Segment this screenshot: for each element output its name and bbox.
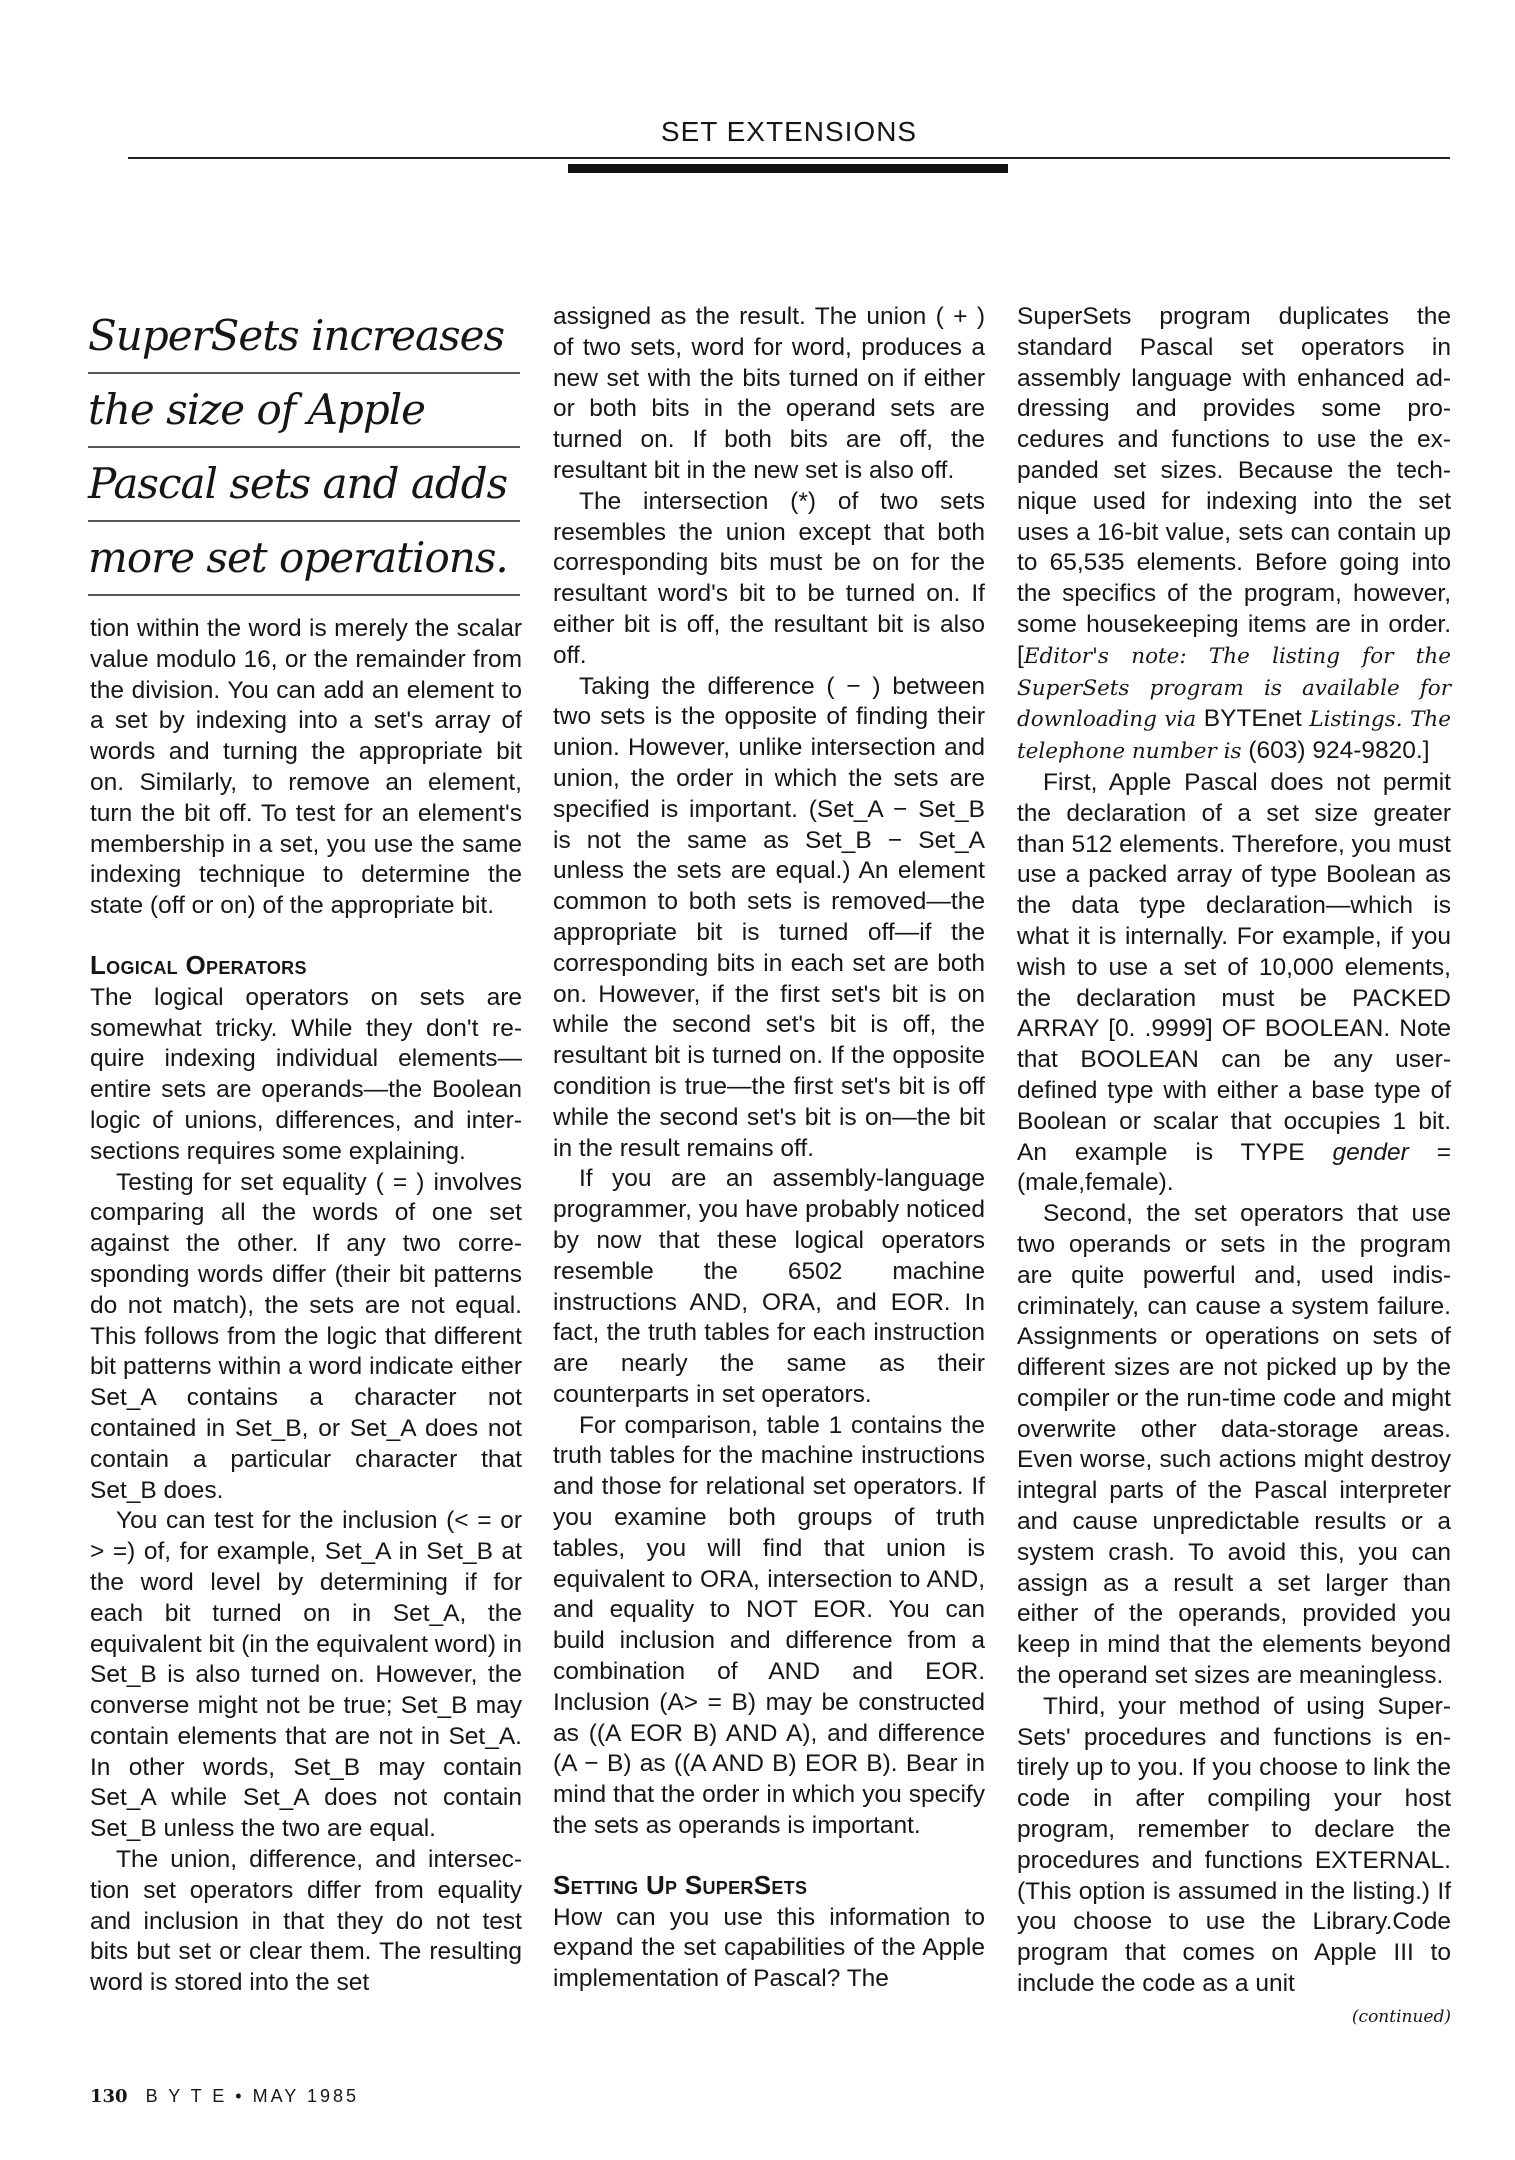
paragraph: Third, your method of using SuperSets' procedures and functions is entirely up to you. If you choose to link the code in after compiling your host program, remember to declare the procedures and functions EXTERNAL. (This option is assumed in the listing.) If you choose to use the Library.Code program that comes on Apple III to include the code as a unit (1017, 1692, 1451, 1998)
deck-line: Pascal sets and adds (88, 448, 520, 522)
paragraph: The union, difference, and intersection set operators differ from equality and inclusion in that they do not test bits but set or clear them. The resulting word is stored into the set (90, 1846, 522, 1997)
editor-note-service: BYTEnet (1203, 705, 1302, 733)
article-deck (88, 300, 520, 596)
paragraph: You can test for the inclusion (< = or > =) of, for example, Set_A in Set_B at the word level by determining if for each bit turned on in Set_A, the equivalent bit (in the equivalent word) in Set_B is also turned on. However, the converse might not be true; Set_B may contain elements that are not in Set_A. In other words, Set_B may contain Set_A while Set_A does not contain Set_B unless the two are equal. (90, 1507, 522, 1843)
section-heading-setting-up-supersets: Setting Up SuperSets (553, 1869, 808, 1900)
paragraph: Testing for set equality ( = ) involves comparing all the words of one set against the other. If any two corresponding words differ (their bit patterns do not match), the sets are not equal. This follows from the logic that different bit patterns within a word indicate either Set_A contains a character not contained in Set_B, or Set_A does not contain a particular character that Set_B does. (90, 1168, 522, 1504)
paragraph: Second, the set operators that use two operands or sets in the program are quite powerful and, used indiscriminately, can cause a system failure. Assignments or operations on sets of different sizes are not picked up by the compiler or the run-time code and might overwrite other data-storage areas. Even worse, such actions might destroy integral parts of the Pascal interpreter and cause unpredictable results or a system crash. To avoid this, you can assign as a result a set larger than either of the operands, provided you keep in mind that the elements beyond the operand set sizes are meaningless. (1017, 1200, 1451, 1690)
paragraph: The logical operators on sets are somewhat tricky. While they don't require indexing individual elements—entire sets are operands—the Boolean logic of unions, differences, and intersections requires some explaining. (90, 983, 522, 1165)
paragraph: If you are an assembly-language programmer, you have probably noticed by now that these logical operators resemble the 6502 machine instructions AND, ORA, and EOR. In fact, the truth tables for each instruction are nearly the same as their counterparts in set operators. (553, 1165, 985, 1408)
editor-note-label: Editor's note: (1023, 643, 1187, 669)
deck-line: SuperSets increases (88, 300, 520, 374)
deck-line: the size of Apple (88, 374, 520, 448)
header-bar (568, 164, 1008, 173)
page-number: 130 (90, 2086, 128, 2107)
paragraph: For comparison, table 1 contains the truth tables for the machine instructions and those for relational set operators. If you examine both groups of truth tables, you will find that union is equivalent to ORA, intersection to AND, and equality to NOT EOR. You can build inclusion and difference from a combination of AND and EOR. Inclusion (A> = B) may be constructed as ((A EOR B) AND A), and difference (A − B) as ((A AND B) EOR B). Bear in mind that the order in which you specify the sets as operands is important. (553, 1411, 985, 1840)
paragraph: Taking the difference ( − ) between two sets is the opposite of finding their union. However, unlike intersection and union, the order in which the sets are specified is important. (Set_A − Set_B is not the same as Set_B − Set_A unless the sets are equal.) An element common to both sets is removed—the appropriate bit is turned off—if the corresponding bits in each set are both on. However, if the first set's bit is on while the second set's bit is off, the resultant bit is turned on. If the opposite condition is true—the first set's bit is off while the second set's bit is on—the bit in the result remains off. (553, 672, 985, 1162)
header-rule (128, 157, 1450, 159)
publication-line: B Y T E • MAY 1985 (145, 2086, 360, 2106)
column-2 (553, 302, 985, 1995)
paragraph: How can you use this information to expand the set capabilities of the Apple implementation of Pascal? The (553, 1903, 985, 1993)
column-3 (1017, 302, 1451, 2033)
column-1 (90, 614, 522, 1999)
paragraph: The intersection (*) of two sets resembles the union except that both corresponding bits must be on for the resultant word's bit to be turned on. If either bit is off, the resultant bit is also off. (553, 487, 985, 669)
editor-note-text: Listings. The telephone number is (1017, 707, 1451, 765)
deck-line: more set operations. (88, 522, 520, 596)
paragraph: First, Apple Pascal does not permit the declaration of a set size greater than 512 elements. Therefore, you must use a packed array of type Boolean as the data type declaration—which is what it is internally. For example, if you wish to use a set of 10,000 elements, the declaration must be PACKED ARRAY [0. .9999] OF BOOLEAN. Note that BOOLEAN can be any user-defined type with either a base type of Boolean or scalar that occupies 1 bit. An example is TYPE gender = (male,female). (1017, 768, 1452, 1197)
editor-note-text: The listing for the SuperSets program is available for downloading via (1017, 643, 1451, 733)
continued-label: (continued) (1351, 2006, 1451, 2027)
section-heading-logical-operators: Logical Operators (90, 949, 307, 980)
paragraph: SuperSets program duplicates the standard Pascal set operators in assembly language with enhanced addressing and provides some procedures and functions to use the expanded set sizes. Because the technique used for indexing into the set uses a 16-bit value, sets can contain up to 65,535 elements. Before going into the specifics of the program, however, some housekeeping items are in order. [Editor's note: The listing for the SuperSets program is available for downloading via BYTEnet Listings. The telephone number is (603) 924-9820.] (1017, 303, 1451, 765)
paragraph: tion within the word is merely the scalar value modulo 16, or the remainder from the division. You can add an element to a set by indexing into a set's array of words and turning the appropriate bit on. Similarly, to remove an element, turn the bit off. To test for an element's membership in a set, you use the same indexing technique to determine the state (off or on) of the appropriate bit. (90, 615, 522, 920)
paragraph: assigned as the result. The union ( + ) of two sets, word for word, produces a new set with the bits turned on if either or both bits in the operand sets are turned on. If both bits are off, the resultant bit in the new set is also off. (553, 303, 985, 484)
page-footer (90, 2086, 359, 2107)
section-title: SET EXTENSIONS (660, 116, 918, 147)
italic-term: gender (1332, 1138, 1409, 1166)
page-header (128, 116, 1450, 172)
editor-note-phone: (603) 924-9820. (1248, 737, 1423, 765)
paragraph-text: SuperSets program duplicates the standard Pascal set operators in assembly language with enhanced addressing and provides some procedures and functions to use the expanded set sizes. Because the technique used for indexing into the set uses a 16-bit value, sets can contain up to 65,535 elements. Before going into the specifics of the program, however, some housekeeping items are in order. (1017, 303, 1451, 638)
